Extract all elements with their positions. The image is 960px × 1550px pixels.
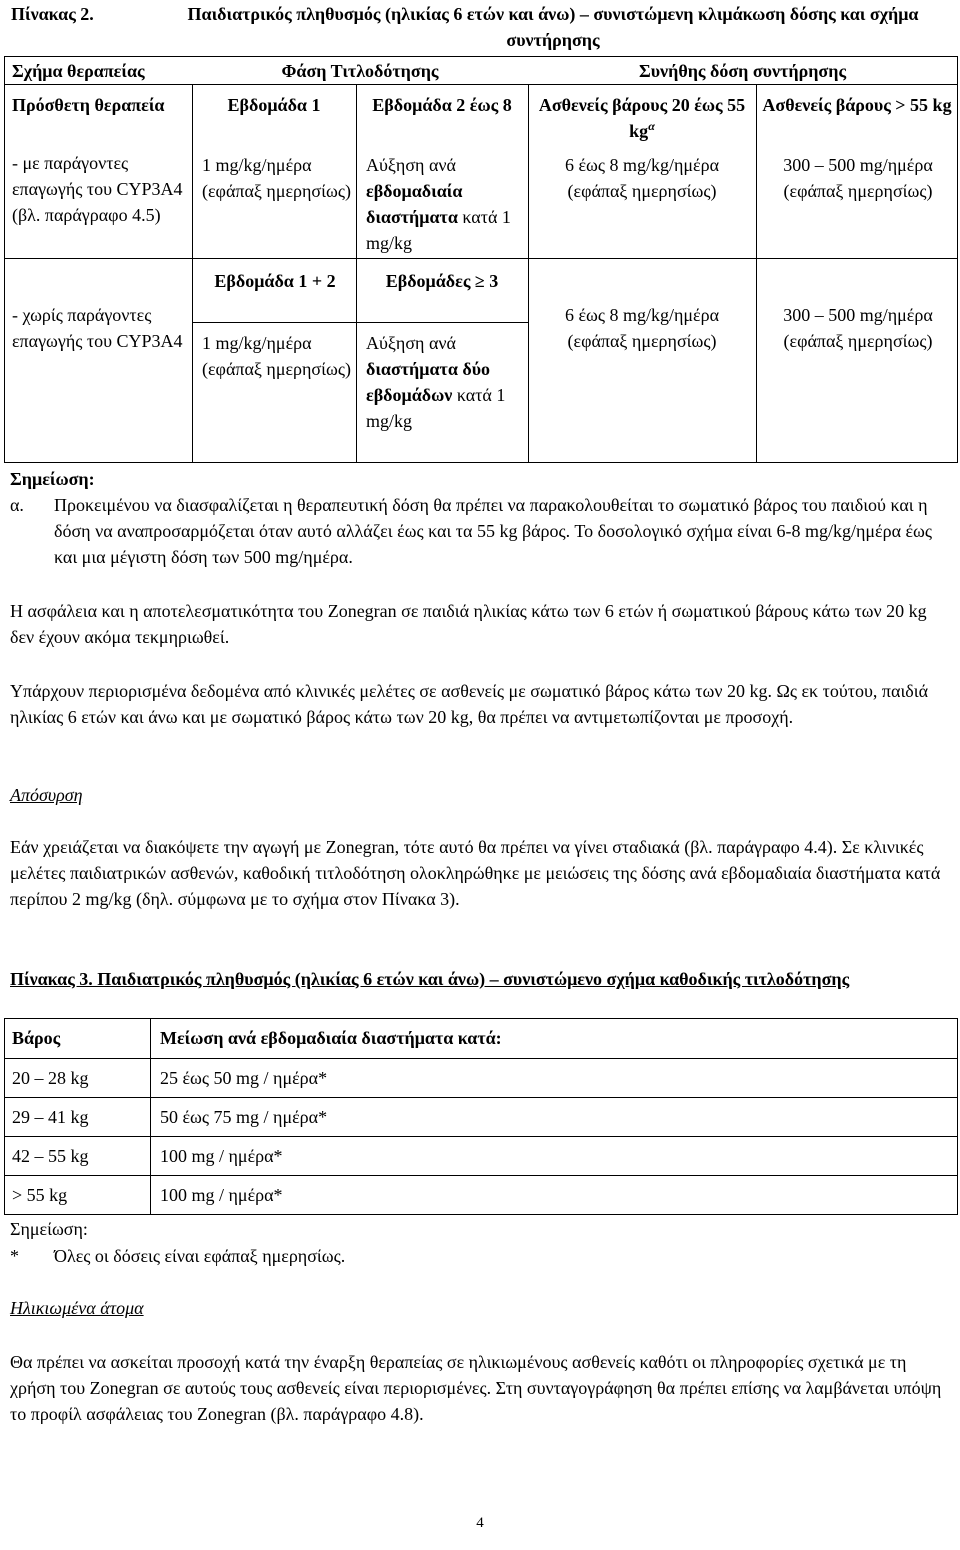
table2-header-scheme: Σχήμα θεραπείας — [12, 61, 145, 81]
paragraph-limited-data: Υπάρχουν περιορισμένα δεδομένα από κλινικές μελέτες σε ασθενείς με σωματικό βάρος κάτω των 20 kg. Ως εκ τούτου, παιδιά ηλικίας 6 ετών και άνω και με σωματικό βάρος κάτω των 20 kg, θα πρέπει να αντιμετωπίζονται με προσοχή. — [10, 681, 929, 727]
elderly-text: Θα πρέπει να ασκείται προσοχή κατά την έναρξη θεραπείας σε ηλικιωμένους ασθενείς καθότι οι πληροφορίες σχετικά με τη χρήση του Zonegran σε αυτούς τους ασθενείς είναι περιορισμένες. Στη συνταγογράφηση θα πρέπει επίσης να λαμβάνεται υπόψη το προφίλ ασφάλειας του Zonegran (βλ. παράγραφο 4.8). — [10, 1352, 942, 1424]
note2-star: * — [10, 1246, 19, 1266]
elderly-heading: Ηλικιωμένα άτομα — [10, 1298, 144, 1318]
table3-row-reduction: 25 έως 50 mg / ημέρα* — [160, 1068, 328, 1088]
table3-row-weight: 42 – 55 kg — [12, 1146, 89, 1166]
table2-without-inducers: - χωρίς παράγοντες επαγωγής του CYP3A4 — [12, 305, 183, 351]
table2-header-maintenance: Συνήθης δόση συντήρησης — [638, 61, 847, 81]
table2-r2-maint-20-55: 6 έως 8 mg/kg/ημέρα (εφάπαξ ημερησίως) — [564, 305, 720, 351]
withdrawal-text: Εάν χρειάζεται να διακόψετε την αγωγή με Zonegran, τότε αυτό θα πρέπει να γίνει σταδιακά (βλ. παράγραφο 4.4). Σε κλινικές μελέτες παιδιατρικών ασθενών, καθοδική τιτλοδότηση ολοκληρώθηκε με μειώσεις της δόσης ανά εβδομαδιαία διαστήματα κατά περίπου 2 mg/kg (δηλ. σύμφωνα με το σχήμα στον Πίνακα 3). — [10, 837, 941, 909]
table2-title: Παιδιατρικός πληθυσμός (ηλικίας 6 ετών και άνω) – συνιστώμενη κλιμάκωση δόσης και σχήμα συντήρησης — [187, 4, 919, 50]
table2-r1-maint-over55: 300 – 500 mg/ημέρα (εφάπαξ ημερησίως) — [783, 155, 933, 201]
table3-row-weight: 29 – 41 kg — [12, 1107, 89, 1127]
table3-row-weight: > 55 kg — [12, 1185, 68, 1205]
table2-addon-therapy: Πρόσθετη θεραπεία — [12, 95, 165, 115]
table2-r1-week1-dose: 1 mg/kg/ημέρα (εφάπαξ ημερησίως) — [202, 155, 351, 201]
table3-header-weight: Βάρος — [12, 1028, 61, 1048]
withdrawal-heading: Απόσυρση — [10, 785, 83, 805]
table2-week1-2: Εβδομάδα 1 + 2 — [214, 271, 336, 291]
table2-r2-maint-over55: 300 – 500 mg/ημέρα (εφάπαξ ημερησίως) — [783, 305, 933, 351]
page-number: 4 — [476, 1515, 484, 1531]
table2-week1: Εβδομάδα 1 — [227, 95, 321, 115]
table2-header-titration: Φάση Τιτλοδότησης — [281, 61, 439, 81]
table3-title: Πίνακας 3. Παιδιατρικός πληθυσμός (ηλικίας 6 ετών και άνω) – συνιστώμενο σχήμα καθοδικής τιτλοδότησης — [10, 969, 850, 989]
note2-text: Όλες οι δόσεις είναι εφάπαξ ημερησίως. — [54, 1246, 346, 1266]
table2-week2-8: Εβδομάδα 2 έως 8 — [372, 95, 512, 115]
note1-letter: α. — [10, 495, 24, 515]
note2-heading: Σημείωση: — [10, 1219, 88, 1239]
table2-weight-over55: Ασθενείς βάρους > 55 kg — [762, 95, 952, 115]
table2-r2-week1-dose: 1 mg/kg/ημέρα (εφάπαξ ημερησίως) — [202, 333, 351, 379]
table2-r2-increase: Αύξηση ανά διαστήματα δύο εβδομάδων κατά 1 mg/kg — [366, 333, 506, 431]
note1-heading: Σημείωση: — [10, 469, 95, 489]
table3-row-weight: 20 – 28 kg — [12, 1068, 89, 1088]
paragraph-safety: Η ασφάλεια και η αποτελεσματικότητα του Zonegran σε παιδιά ηλικίας κάτω των 6 ετών ή σωματικού βάρους κάτω των 20 kg δεν έχουν ακόμα τεκμηριωθεί. — [10, 601, 927, 647]
table2-label: Πίνακας 2. — [11, 4, 94, 24]
table3-row-reduction: 50 έως 75 mg / ημέρα* — [160, 1107, 328, 1127]
table2-weight-20-55: Ασθενείς βάρους 20 έως 55 $kg^\alpha$ — [538, 95, 746, 141]
table2-r1-increase: Αύξηση ανά εβδομαδιαία διαστήματα κατά 1 mg/kg — [366, 155, 511, 253]
table3-row-reduction: 100 mg / ημέρα* — [160, 1185, 283, 1205]
table3-row-reduction: 100 mg / ημέρα* — [160, 1146, 283, 1166]
table3-header-reduction: Μείωση ανά εβδομαδιαία διαστήματα κατά: — [160, 1028, 502, 1048]
table2-with-inducers: - με παράγοντες επαγωγής του CYP3A4 (βλ. παράγραφο 4.5) — [12, 153, 183, 225]
table2-weeks-ge3: Εβδομάδες ≥ 3 — [385, 271, 499, 291]
note1-text: Προκειμένου να διασφαλίζεται η θεραπευτική δόση θα πρέπει να παρακολουθείται το σωματικό βάρος του παιδιού και η δόση να αναπροσαρμόζεται όταν αυτό αλλάζει έως και τα 55 kg βάρος. Το δοσολογικό σχήμα είναι 6-8 mg/kg/ημέρα έως και μια μέγιστη δόση των 500 mg/ημέρα. — [54, 495, 933, 567]
table2-r1-maint-20-55: 6 έως 8 mg/kg/ημέρα (εφάπαξ ημερησίως) — [564, 155, 720, 201]
